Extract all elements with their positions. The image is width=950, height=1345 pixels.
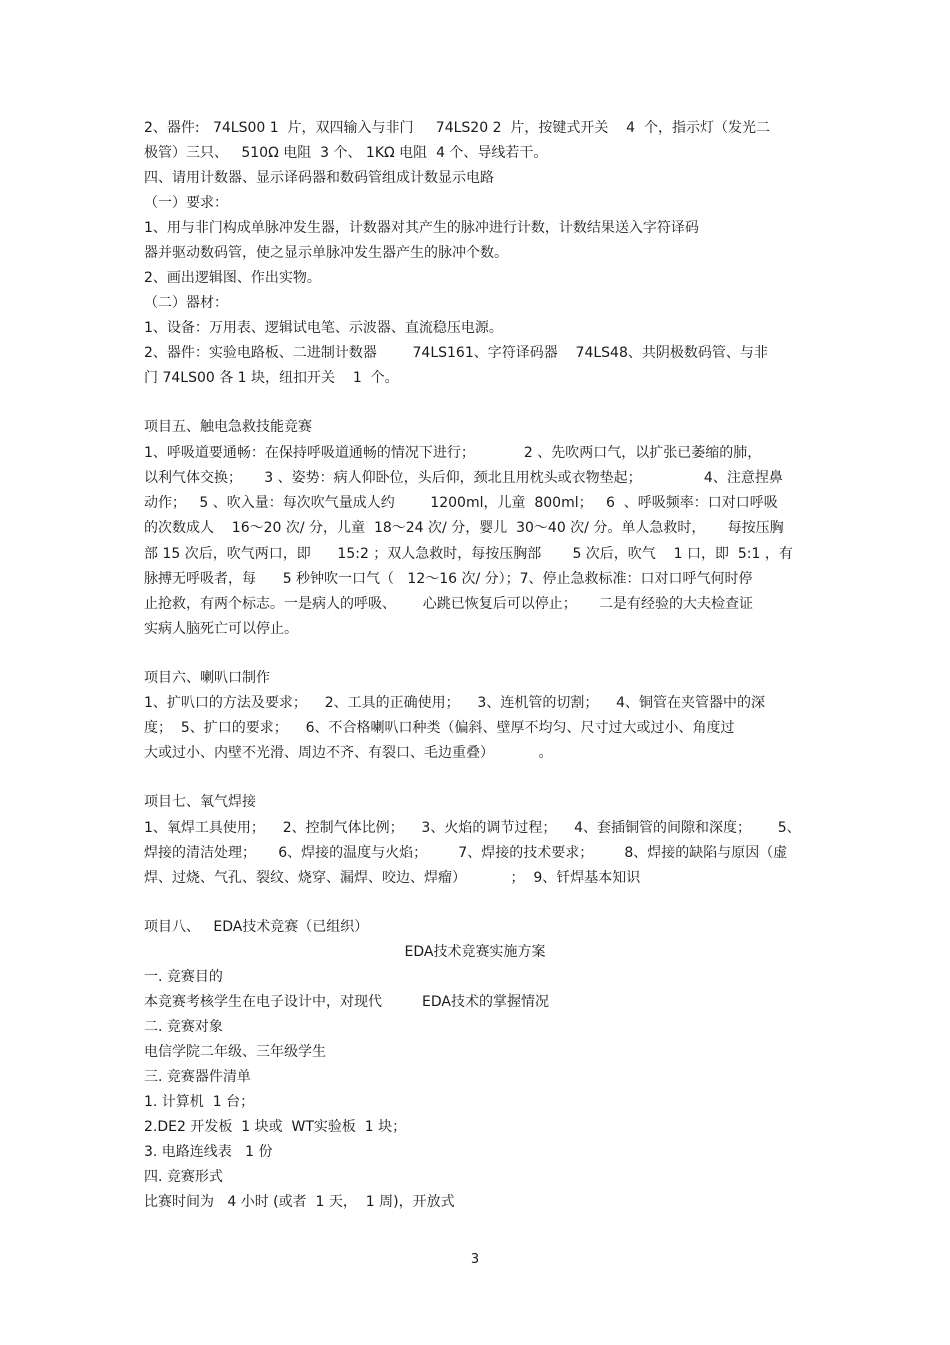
text-line: 1、设备：万用表、逻辑试电笔、示波器、直流稳压电源。 bbox=[144, 320, 503, 336]
text-line: 实病人脑死亡可以停止。 bbox=[144, 621, 298, 637]
text-line: 大或过小、内壁不光滑、周边不齐、有裂口、毛边重叠） 。 bbox=[144, 745, 553, 761]
section-heading: 四. 竞赛形式 bbox=[144, 1169, 223, 1185]
text-line: 部 15 次后，吹气两口，即 15:2 ；双人急救时，每按压胸部 5 次后，吹气 1 口，即 5:1 ，有 bbox=[144, 546, 793, 562]
page-number: 3 bbox=[470, 1252, 480, 1267]
subsection-heading: （一）要求： bbox=[144, 195, 228, 211]
text-line: 的次数成人 16～20 次/ 分，儿童 18～24 次/ 分，婴儿 30～40 次/ 分。单人急救时， 每按压胸 bbox=[144, 520, 784, 536]
text-line: 1、扩叭口的方法及要求； 2、工具的正确使用； 3、连机管的切割； 4、铜管在夹管器中的深 bbox=[144, 695, 766, 711]
subsection-heading: （二）器材： bbox=[144, 295, 228, 311]
text-line: 2、器件: 74LS00 1 片，双四输入与非门 74LS20 2 片，按键式开关 4 个，指示灯（发光二 bbox=[144, 120, 770, 136]
list-item: 3. 电路连线表 1 份 bbox=[144, 1144, 273, 1160]
document-title: EDA技术竞赛实施方案 bbox=[404, 944, 546, 960]
text-line: 度； 5、扩口的要求； 6、不合格喇叭口种类（偏斜、壁厚不均匀、尺寸过大或过小、角度过 bbox=[144, 720, 735, 736]
section-heading: 一. 竞赛目的 bbox=[144, 969, 223, 985]
project-heading: 项目五、触电急救技能竞赛 bbox=[144, 419, 312, 435]
text-line: 比赛时间为 4 小时 (或者 1 天， 1 周)，开放式 bbox=[144, 1194, 455, 1210]
section-heading: 四、请用计数器、显示译码器和数码管组成计数显示电路 bbox=[144, 170, 494, 186]
text-line: 1、用与非门构成单脉冲发生器，计数器对其产生的脉冲进行计数，计数结果送入字符译码 bbox=[144, 220, 699, 236]
text-line: 电信学院二年级、三年级学生 bbox=[144, 1044, 326, 1060]
text-line: 焊、过烧、气孔、裂纹、烧穿、漏焊、咬边、焊瘤） ； 9、钎焊基本知识 bbox=[144, 870, 641, 886]
list-item: 2.DE2 开发板 1 块或 WT实验板 1 块； bbox=[144, 1119, 407, 1135]
project-heading: 项目六、喇叭口制作 bbox=[144, 670, 270, 686]
project-heading: 项目七、氧气焊接 bbox=[144, 794, 256, 810]
text-line: 1、呼吸道要通畅：在保持呼吸道通畅的情况下进行； 2 、先吹两口气，以扩张已萎缩的肺， bbox=[144, 445, 762, 461]
text-line: 门 74LS00 各 1 块，纽扣开关 1 个。 bbox=[144, 370, 399, 386]
text-line: 以利气体交换； 3 、姿势：病人仰卧位，头后仰，颈北且用枕头或衣物垫起； 4、注意捏鼻 bbox=[144, 470, 783, 486]
text-line: 脉搏无呼吸者，每 5 秒钟吹一口气（ 12～16 次/ 分）；7、停止急救标准：口对口呼气何时停 bbox=[144, 571, 753, 587]
text-line: 焊接的清洁处理； 6、焊接的温度与火焰； 7、焊接的技术要求； 8、焊接的缺陷与原因（虚 bbox=[144, 845, 788, 861]
text-line: 2、画出逻辑图、作出实物。 bbox=[144, 270, 321, 286]
text-line: 2、器件：实验电路板、二进制计数器 74LS161、字符译码器 74LS48、共阴极数码管、与非 bbox=[144, 345, 768, 361]
text-line: 止抢救，有两个标志。一是病人的呼吸、 心跳已恢复后可以停止； 二是有经验的大夫检查证 bbox=[144, 596, 753, 612]
text-line: 动作； 5 、吹入量：每次吹气量成人约 1200ml，儿童 800ml； 6 、呼吸频率：口对口呼吸 bbox=[144, 495, 778, 511]
list-item: 1. 计算机 1 台； bbox=[144, 1094, 255, 1110]
project-heading: 项目八、 EDA技术竞赛（已组织） bbox=[144, 919, 369, 935]
section-heading: 二. 竞赛对象 bbox=[144, 1019, 223, 1035]
text-line: 极管）三只、 510Ω 电阻 3 个、 1KΩ 电阻 4 个、导线若干。 bbox=[144, 145, 548, 161]
text-line: 本竞赛考核学生在电子设计中，对现代 EDA技术的掌握情况 bbox=[144, 994, 550, 1010]
text-line: 1、氧焊工具使用； 2、控制气体比例； 3、火焰的调节过程； 4、套插铜管的间隙和深度； 5、 bbox=[144, 820, 801, 836]
section-heading: 三. 竞赛器件清单 bbox=[144, 1069, 251, 1085]
text-line: 器并驱动数码管，使之显示单脉冲发生器产生的脉冲个数。 bbox=[144, 245, 508, 261]
